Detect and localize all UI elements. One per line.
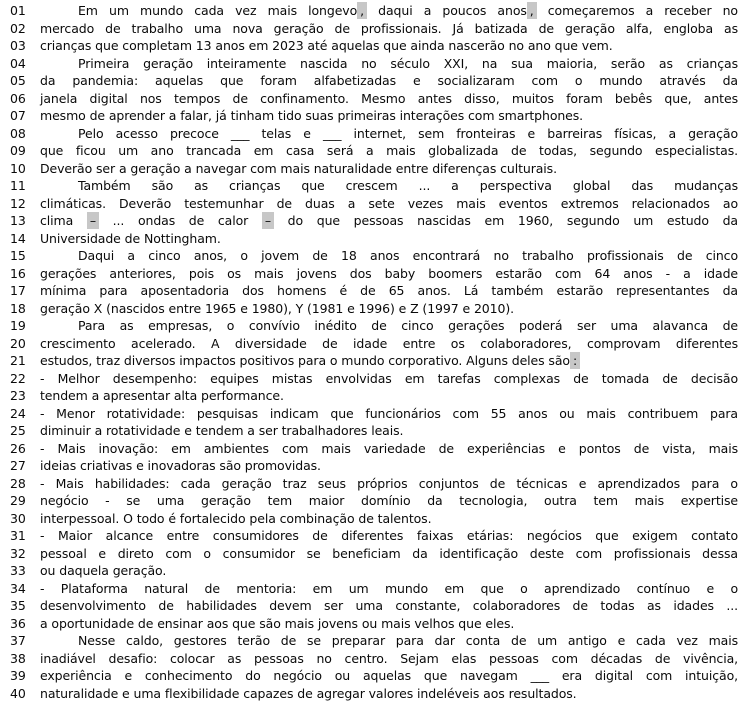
line-number: 11 (10, 178, 26, 193)
line-text: Para as empresas, o convívio inédito de cinco gerações poderá ser uma alavanca de (78, 318, 738, 333)
line-text: mesmo de aprender a falar, já tinham tido suas primeiras interações com smartphones. (40, 108, 584, 123)
text-line (0, 492, 745, 510)
line-text: Nesse caldo, gestores terão de se preparar para dar conta de um antigo e cada vez mais (78, 633, 738, 648)
text-line (0, 212, 745, 230)
text-line (0, 37, 745, 55)
line-text: crescimento acelerado. A diversidade de idade entre os colaboradores, comprovam diferentes (40, 335, 738, 351)
text-line (0, 72, 745, 90)
text-line (0, 632, 745, 650)
line-number: 02 (10, 20, 26, 36)
punctuation-highlight: – (262, 212, 274, 229)
text-line (0, 230, 745, 248)
text-line (0, 300, 745, 318)
line-number: 13 (10, 213, 26, 228)
text-line (0, 475, 745, 493)
line-number: 07 (10, 108, 26, 123)
line-number: 09 (10, 143, 26, 158)
text-line (0, 55, 745, 73)
line-text: Também são as crianças que crescem ... a perspectiva global das mudanças (78, 178, 738, 193)
text-line (0, 615, 745, 633)
line-text: Primeira geração inteiramente nascida no século XXI, na sua maioria, serão as crianças (78, 55, 738, 71)
text-line (0, 667, 745, 685)
line-text: - Maior alcance entre consumidores de diferentes faixas etárias: negócios que exigem contato (40, 528, 738, 543)
text-line (0, 685, 745, 703)
line-text: pessoal e direto com o consumidor se beneficiam da identificação deste com profissionais dessa (40, 545, 738, 561)
line-text: ideias criativas e inovadoras são promovidas. (40, 458, 321, 473)
line-number: 35 (10, 598, 26, 613)
line-text: experiência e conhecimento do negócio ou aquelas que navegam ___ era digital com intuição, (40, 668, 738, 683)
line-text: - Menor rotatividade: pesquisas indicam que funcionários com 55 anos ou mais contribuem para (40, 405, 738, 421)
text-line (0, 580, 745, 598)
line-number: 27 (10, 458, 26, 473)
line-text: crianças que completam 13 anos em 2023 até aquelas que ainda nascerão no ano que vem. (40, 38, 613, 53)
line-number: 03 (10, 38, 26, 53)
line-text: inadiável desafio: colocar as pessoas no centro. Sejam elas pessoas com décadas de vivência, (40, 650, 738, 666)
text-line (0, 440, 745, 458)
line-number: 01 (10, 3, 26, 18)
line-text: - Mais habilidades: cada geração traz seus próprios conjuntos de técnicas e aprendizados para o (40, 475, 738, 491)
line-text: da pandemia: aquelas que foram alfabetizadas e socializaram com o mundo através da (40, 73, 738, 88)
line-number: 04 (10, 55, 26, 71)
line-number: 40 (10, 685, 26, 701)
text-line (0, 510, 745, 528)
line-number: 18 (10, 300, 26, 316)
line-number: 34 (10, 580, 26, 596)
line-text: a oportunidade de ensinar aos que são mais jovens ou mais velhos que eles. (40, 615, 515, 631)
punctuation-highlight: : (570, 352, 580, 369)
line-text: mínima para aposentadoria dos homens é de 65 anos. Lá também estarão representantes da (40, 283, 738, 298)
line-number: 14 (10, 230, 26, 246)
text-line (0, 545, 745, 563)
line-number: 15 (10, 248, 26, 263)
line-text: geração X (nascidos entre 1965 e 1980), Y (1981 e 1996) e Z (1997 e 2010). (40, 300, 515, 316)
text-line (0, 142, 745, 160)
line-text: Deverão ser a geração a navegar com mais naturalidade entre diferenças culturais. (40, 160, 557, 176)
line-number: 16 (10, 265, 26, 281)
line-text: janela digital nos tempos de confinamento. Mesmo antes disso, muitos foram bebês que, antes (40, 90, 738, 106)
line-text: diminuir a rotatividade e tendem a ser trabalhadores leais. (40, 423, 404, 438)
line-text: que ficou um ano trancada em casa será a mais globalizada de todas, segundo especialistas. (40, 143, 738, 158)
line-text: - Melhor desempenho: equipes mistas envolvidas em tarefas complexas de tomada de decisão (40, 370, 738, 386)
text-line (0, 2, 745, 20)
line-text: estudos, traz diversos impactos positivos para o mundo corporativo. Alguns deles são : (40, 352, 745, 370)
text-line (0, 597, 745, 615)
line-number: 30 (10, 510, 26, 526)
punctuation-highlight: , (527, 2, 537, 19)
line-text: Universidade de Nottingham. (40, 230, 221, 246)
punctuation-highlight: , (357, 2, 367, 19)
line-number: 39 (10, 668, 26, 683)
line-number: 22 (10, 370, 26, 386)
punctuation-highlight: – (87, 212, 99, 229)
text-line (0, 405, 745, 423)
line-number: 26 (10, 440, 26, 456)
line-number: 24 (10, 405, 26, 421)
text-line (0, 125, 745, 143)
line-text: Pelo acesso precoce ___ telas e ___ internet, sem fronteiras e barreiras físicas, a geração (78, 125, 738, 141)
line-text: negócio - se uma geração tem maior domínio da tecnologia, outra tem mais expertise (40, 493, 738, 508)
line-number: 25 (10, 423, 26, 438)
line-text: ou daquela geração. (40, 563, 167, 578)
line-number: 08 (10, 125, 26, 141)
text-line (0, 335, 745, 353)
text-line (0, 247, 745, 265)
text-line (0, 107, 745, 125)
text-line (0, 317, 745, 335)
text-line (0, 90, 745, 108)
text-line (0, 265, 745, 283)
passage-lines (0, 2, 745, 702)
line-number: 32 (10, 545, 26, 561)
line-text: tendem a apresentar alta performance. (40, 388, 284, 403)
text-line (0, 20, 745, 38)
line-text: - Plataforma natural de mentoria: em um mundo em que o aprendizado contínuo e o (40, 580, 738, 596)
line-text: mercado de trabalho uma nova geração de profissionais. Já batizada de geração alfa, engloba as (40, 20, 738, 36)
line-number: 21 (10, 353, 26, 368)
line-number: 29 (10, 493, 26, 508)
text-line (0, 387, 745, 405)
text-line (0, 562, 745, 580)
line-number: 33 (10, 563, 26, 578)
line-number: 20 (10, 335, 26, 351)
text-line (0, 195, 745, 213)
line-number: 38 (10, 650, 26, 666)
line-text: naturalidade e uma flexibilidade capazes de agregar valores indeléveis aos resultados. (40, 685, 577, 701)
text-line (0, 370, 745, 388)
line-number: 28 (10, 475, 26, 491)
line-number: 19 (10, 318, 26, 333)
line-number: 17 (10, 283, 26, 298)
line-text: Daqui a cinco anos, o jovem de 18 anos encontrará no trabalho profissionais de cinco (78, 248, 738, 263)
line-text: - Mais inovação: em ambientes com mais variedade de experiências e pontos de vista, mais (40, 440, 738, 456)
line-text: Em um mundo cada vez mais longevo , daqui a poucos anos , começaremos a receber no (78, 3, 738, 18)
line-text: desenvolvimento de habilidades devem ser uma constante, colaboradores de todas as idades ... (40, 598, 738, 613)
line-number: 05 (10, 73, 26, 88)
text-line (0, 422, 745, 440)
line-number: 23 (10, 388, 26, 403)
line-number: 31 (10, 528, 26, 543)
text-line (0, 527, 745, 545)
line-number: 06 (10, 90, 26, 106)
line-number: 12 (10, 195, 26, 211)
line-text: gerações anteriores, pois os mais jovens dos baby boomers estarão com 64 anos - a idade (40, 265, 738, 281)
text-line (0, 457, 745, 475)
text-line (0, 282, 745, 300)
line-number: 36 (10, 615, 26, 631)
line-number: 10 (10, 160, 26, 176)
text-line (0, 177, 745, 195)
line-text: clima – ... ondas de calor – do que pessoas nascidas em 1960, segundo um estudo da (40, 213, 738, 228)
text-line (0, 352, 745, 370)
line-text: climáticas. Deverão testemunhar de duas a sete vezes mais eventos extremos relacionados ao (40, 195, 738, 211)
text-line (0, 160, 745, 178)
text-line (0, 650, 745, 668)
line-text: interpessoal. O todo é fortalecido pela combinação de talentos. (40, 510, 432, 526)
line-number: 37 (10, 633, 26, 648)
